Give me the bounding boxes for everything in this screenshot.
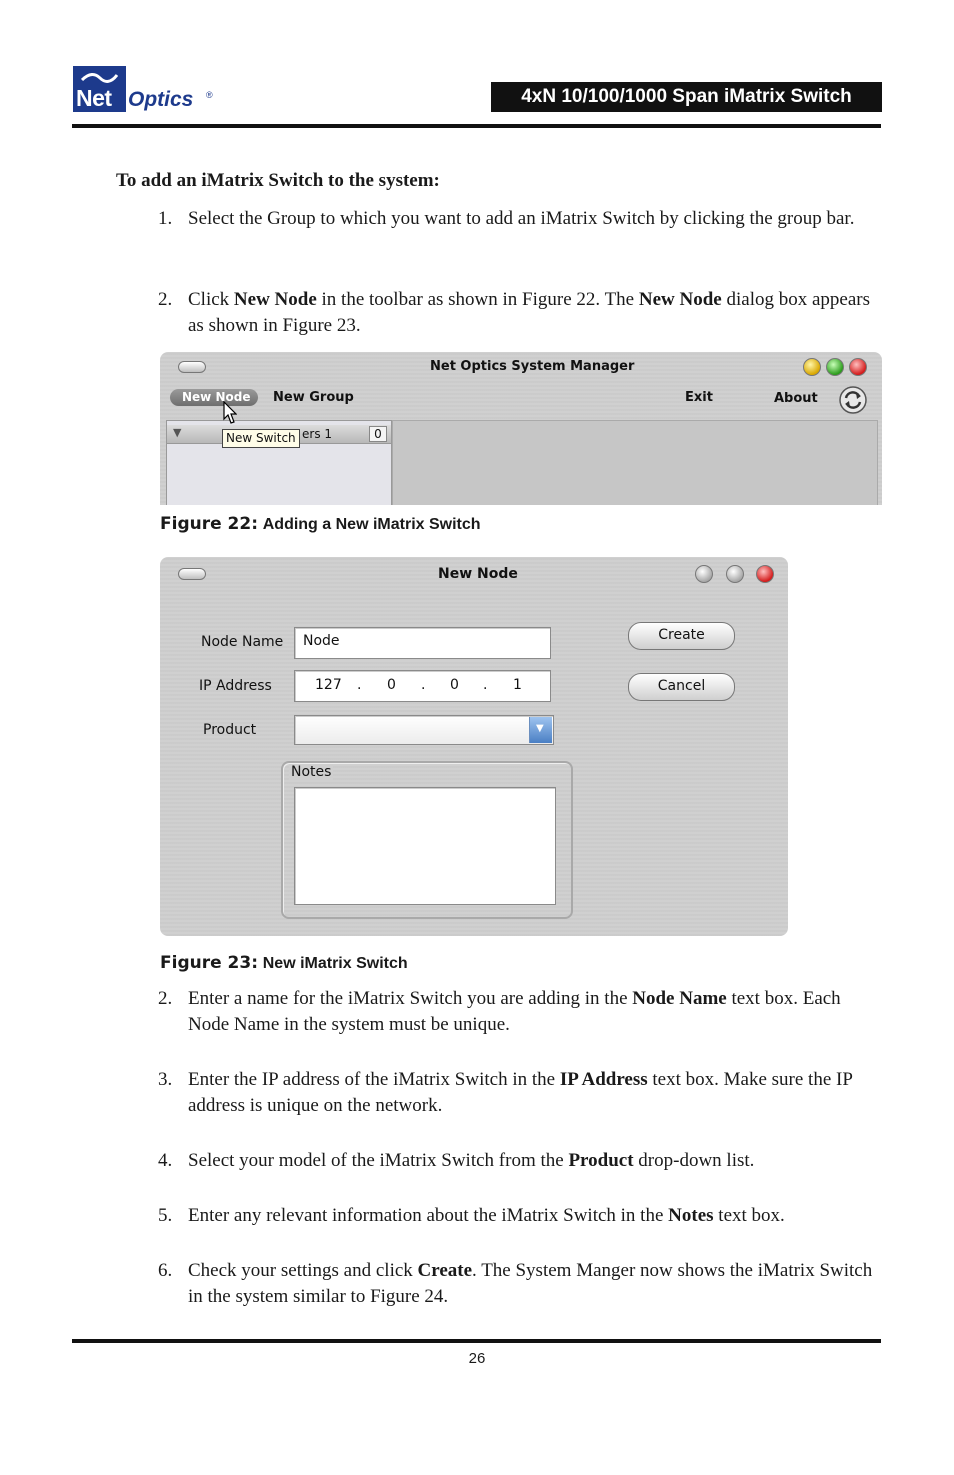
dialog-close-button[interactable] — [756, 565, 774, 583]
step-text — [188, 1258, 883, 1310]
document-title: 4xN 10/100/1000 Span iMatrix Switch — [491, 82, 882, 112]
step-2-enter-name — [158, 986, 883, 1038]
system-manager-window — [160, 352, 882, 505]
step-6 — [158, 1258, 883, 1310]
new-node-dialog — [160, 557, 788, 936]
header-rule — [72, 124, 881, 128]
main-panel — [392, 420, 878, 505]
mouse-cursor-icon — [223, 401, 237, 425]
minimize-button[interactable] — [803, 358, 821, 376]
exit-button[interactable]: Exit — [685, 390, 713, 405]
figure-22-title: Adding a New iMatrix Switch — [262, 516, 481, 533]
node-name-label: Node Name — [201, 634, 284, 650]
step-5 — [158, 1203, 883, 1229]
ip-dot: . — [421, 677, 426, 693]
dropdown-arrow-icon[interactable]: ▼ — [529, 717, 552, 743]
bold-term: Notes — [668, 1205, 714, 1226]
step-text-run: drop-down list. — [633, 1150, 755, 1171]
notes-group — [281, 761, 573, 919]
step-number: 5. — [158, 1205, 173, 1226]
step-1 — [158, 206, 883, 232]
logo-optics-text: Optics — [128, 88, 194, 111]
figure-23-title: New iMatrix Switch — [262, 955, 408, 972]
section-heading: To add an iMatrix Switch to the system: — [116, 170, 440, 191]
wave-icon — [81, 72, 118, 84]
ip-octet-2[interactable]: 0 — [387, 677, 396, 693]
ip-octet-4[interactable]: 1 — [513, 677, 522, 693]
step-number: 3. — [158, 1069, 173, 1090]
new-group-button[interactable]: New Group — [273, 390, 354, 405]
step-2 — [158, 287, 883, 339]
ip-address-label: IP Address — [199, 678, 272, 694]
node-name-value: Node — [303, 633, 340, 649]
step-text-run: Enter a name for the iMatrix Switch you are adding in the — [188, 988, 633, 1009]
bold-term: IP Address — [559, 1069, 648, 1090]
step-text-run: in the toolbar as shown in Figure 22. The — [316, 289, 639, 310]
step-text-run: Select the Group to which you want to add an iMatrix Switch by clicking the group bar. — [188, 208, 855, 229]
window-collapse-button[interactable] — [178, 361, 206, 373]
ip-dot: . — [483, 677, 488, 693]
step-3 — [158, 1067, 883, 1119]
node-name-input[interactable] — [294, 627, 551, 659]
product-select[interactable] — [294, 715, 554, 745]
step-4 — [158, 1148, 883, 1174]
figure-23-caption — [160, 953, 408, 973]
group-count: 0 — [369, 426, 387, 442]
step-number: 1. — [158, 208, 173, 229]
step-text-run: text box. Make sure the IP address is unique on the network. — [188, 1069, 853, 1116]
product-label: Product — [203, 722, 257, 738]
ip-octet-3[interactable]: 0 — [450, 677, 459, 693]
figure-23-label: Figure 23: — [160, 953, 258, 973]
footer-rule — [72, 1339, 881, 1343]
step-text-run: Enter any relevant information about the iMatrix Switch in the — [188, 1205, 669, 1226]
step-text — [188, 206, 883, 232]
notes-textarea[interactable] — [294, 787, 556, 905]
step-number: 6. — [158, 1260, 173, 1281]
notes-label: Notes — [291, 764, 332, 780]
step-text — [188, 1067, 883, 1119]
step-text — [188, 1148, 883, 1174]
step-text — [188, 1203, 883, 1229]
bold-term: Product — [568, 1150, 634, 1171]
page-number: 26 — [468, 1350, 486, 1367]
step-text-run: Click — [188, 289, 234, 310]
step-text-run: Enter the IP address of the iMatrix Switch in the — [188, 1069, 560, 1090]
dialog-minimize-button[interactable] — [695, 565, 713, 583]
step-text — [188, 287, 883, 339]
ip-address-input[interactable] — [294, 670, 551, 702]
about-button[interactable]: About — [774, 391, 818, 406]
step-number: 2. — [158, 988, 173, 1009]
ip-dot: . — [357, 677, 362, 693]
new-node-label: New Node — [182, 390, 251, 404]
create-button[interactable]: Create — [628, 622, 735, 650]
refresh-icon[interactable] — [838, 385, 868, 415]
ip-octet-1[interactable]: 127 — [315, 677, 342, 693]
collapse-triangle-icon[interactable]: ▼ — [173, 426, 182, 439]
dialog-collapse-button[interactable] — [178, 568, 206, 580]
step-number: 4. — [158, 1150, 173, 1171]
close-button[interactable] — [849, 358, 867, 376]
bold-term: Create — [417, 1260, 473, 1281]
logo-mark — [73, 66, 126, 112]
net-optics-logo — [73, 66, 223, 114]
bold-term: New Node — [638, 289, 722, 310]
step-number: 2. — [158, 289, 173, 310]
figure-22-caption — [160, 514, 481, 534]
bold-term: Node Name — [632, 988, 727, 1009]
logo-registered-mark: ® — [206, 90, 213, 100]
step-text-run: . The System Manger now shows the iMatrix Switch in the system similar to Figure 24. — [188, 1260, 873, 1307]
cancel-button[interactable]: Cancel — [628, 673, 735, 701]
step-text-run: text box. — [713, 1205, 785, 1226]
zoom-button[interactable] — [826, 358, 844, 376]
step-text — [188, 986, 883, 1038]
step-text-run: dialog box appears as shown in Figure 23. — [188, 289, 870, 336]
window-title: Net Optics System Manager — [430, 359, 635, 374]
figure-22-label: Figure 22: — [160, 514, 258, 534]
step-text-run: Select your model of the iMatrix Switch from the — [188, 1150, 569, 1171]
dialog-zoom-button[interactable] — [726, 565, 744, 583]
step-text-run: Check your settings and click — [188, 1260, 418, 1281]
logo-net-text: Net — [76, 85, 112, 111]
step-text-run: text box. Each Node Name in the system must be unique. — [188, 988, 841, 1035]
group-label: ers 1 — [302, 427, 333, 441]
bold-term: New Node — [233, 289, 317, 310]
new-node-button[interactable] — [170, 389, 258, 406]
new-switch-tooltip: New Switch — [222, 429, 300, 448]
dialog-title: New Node — [438, 566, 518, 582]
